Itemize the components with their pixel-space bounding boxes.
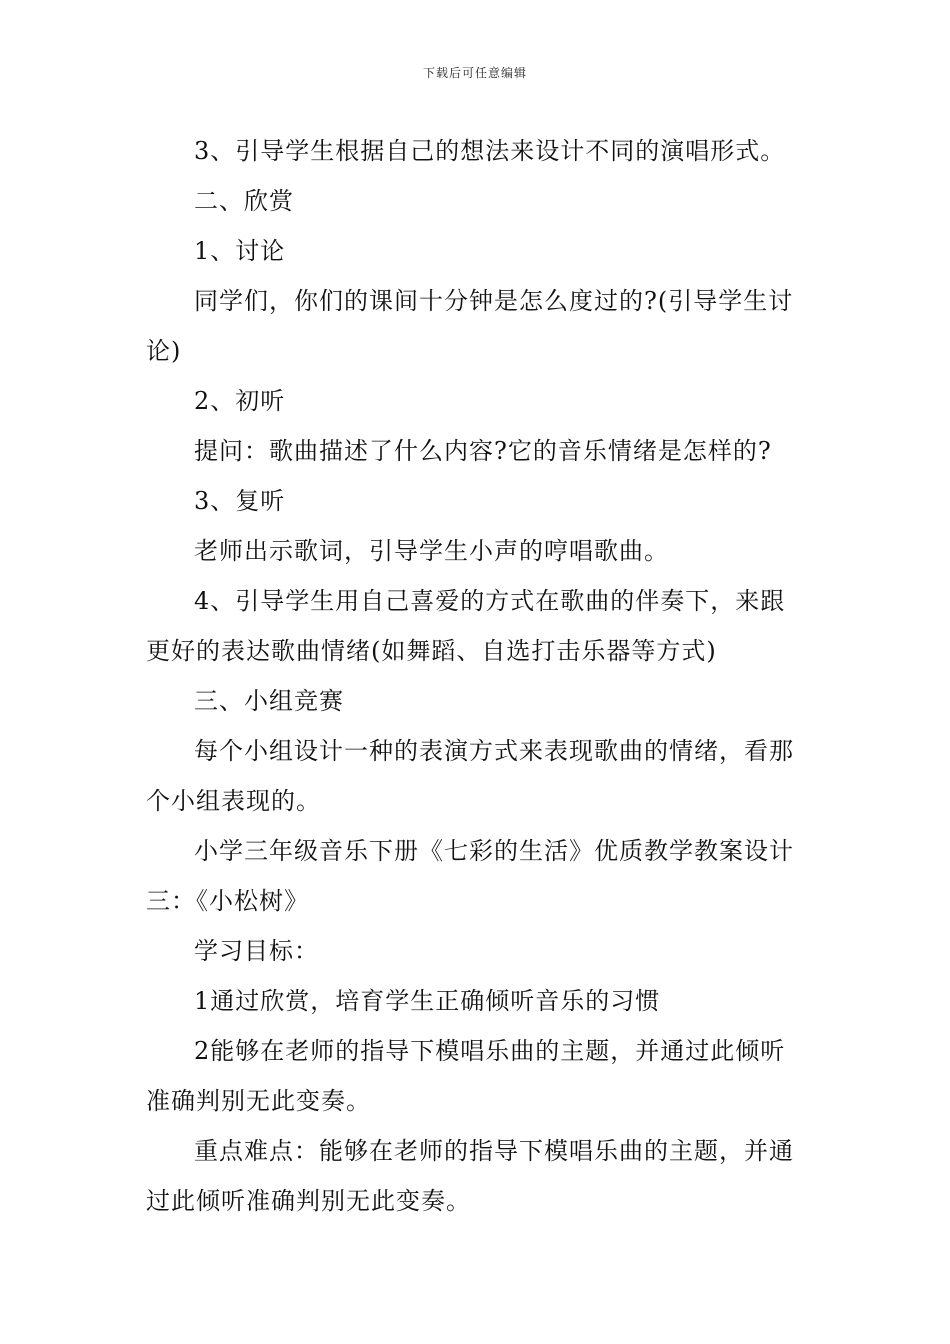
paragraph: 2能够在老师的指导下模唱乐曲的主题，并通过此倾听准确判别无此变奏。 [146, 1037, 786, 1115]
paragraph: 同学们，你们的课间十分钟是怎么度过的?(引导学生讨论) [146, 287, 794, 365]
section-heading: 三、小组竞赛 [194, 687, 344, 715]
subheading: 3、复听 [194, 487, 286, 515]
subheading: 学习目标： [194, 937, 319, 965]
page-header: 下载后可任意编辑 [422, 66, 527, 80]
section-heading: 二、欣赏 [194, 187, 294, 215]
paragraph: 老师出示歌词，引导学生小声的哼唱歌曲。 [194, 537, 669, 565]
paragraph: 4、引导学生用自己喜爱的方式在歌曲的伴奏下，来跟更好的表达歌曲情绪(如舞蹈、自选打击乐器等方式) [146, 587, 786, 665]
paragraph: 重点难点：能够在老师的指导下模唱乐曲的主题，并通过此倾听准确判别无此变奏。 [146, 1137, 794, 1215]
subheading: 2、初听 [194, 387, 286, 415]
paragraph: 每个小组设计一种的表演方式来表现歌曲的情绪，看那个小组表现的。 [146, 737, 794, 815]
paragraph: 提问：歌曲描述了什么内容?它的音乐情绪是怎样的? [194, 437, 772, 465]
paragraph: 小学三年级音乐下册《七彩的生活》优质教学教案设计三：《小松树》 [146, 837, 794, 915]
paragraph: 3、引导学生根据自己的想法来设计不同的演唱形式。 [194, 137, 786, 165]
document-body [146, 126, 808, 1226]
paragraph: 1通过欣赏，培育学生正确倾听音乐的习惯 [194, 987, 661, 1015]
subheading: 1、讨论 [194, 237, 286, 265]
